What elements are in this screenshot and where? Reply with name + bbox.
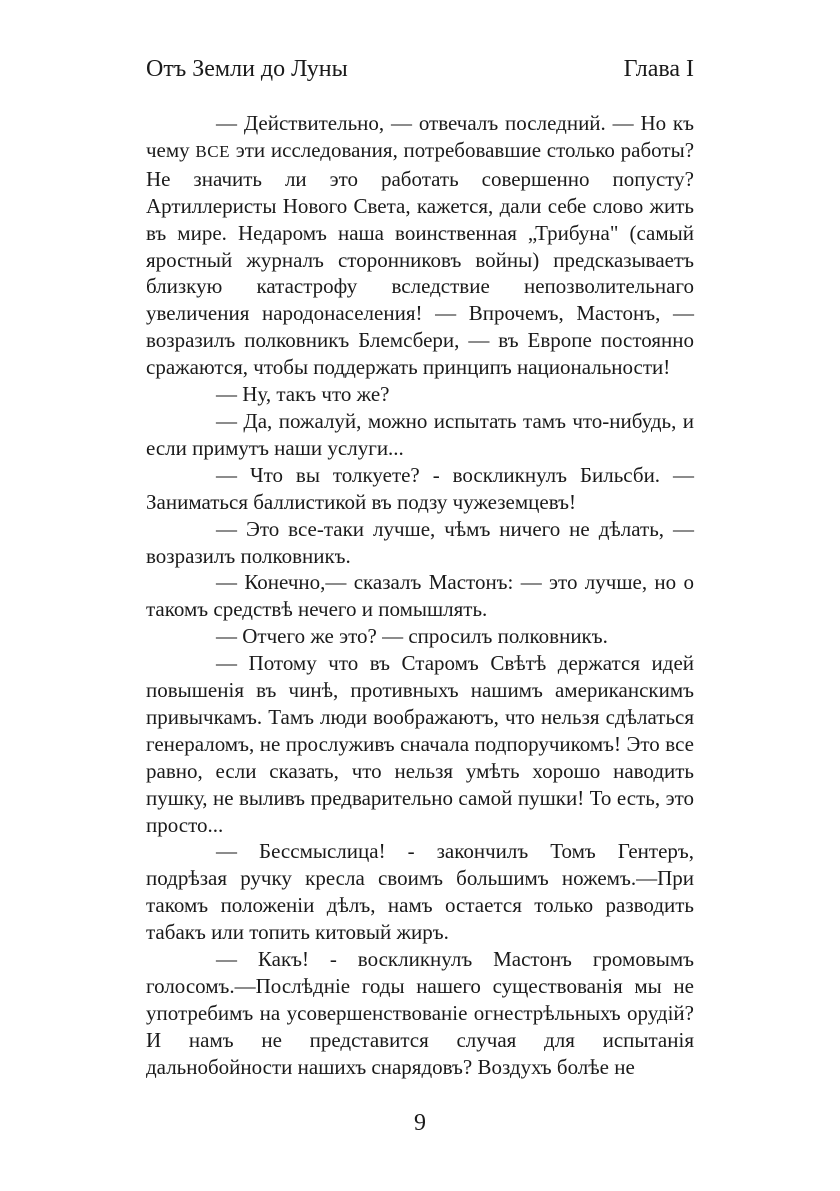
- page-number: 9: [414, 1110, 426, 1136]
- running-header: [146, 54, 694, 84]
- paragraph: — Да, пожалуй, можно испытать тамъ что-нибудь, и если примутъ наши услуги...: [146, 408, 694, 460]
- paragraph-text: — Действительно, — отвечалъ последний. — Но къ чему: [146, 111, 694, 162]
- chapter-label: Глава I: [623, 56, 694, 82]
- body-text: [146, 110, 694, 1081]
- paragraph: [146, 110, 694, 381]
- paragraph: — Ну, такъ что же?: [216, 382, 390, 407]
- paragraph: — Что вы толкуете? - воскликнулъ Бильсби. — Заниматься баллистикой въ подзу чужеземцевъ!: [146, 462, 694, 514]
- paragraph: — Бессмыслица! - закончилъ Томъ Гентеръ, подрѣзая ручку кресла своимъ большимъ ножемъ.—При такомъ положеніи дѣлъ, намъ остается только разводить табакъ или топить китовый жиръ.: [146, 839, 694, 945]
- paragraph: — Отчего же это? — спросилъ полковникъ.: [216, 624, 608, 649]
- paragraph: — Конечно,— сказалъ Мастонъ: — это лучше, но о такомъ средствѣ нечего и помышлять.: [146, 570, 694, 622]
- book-title: Отъ Земли до Луны: [146, 56, 348, 82]
- paragraph: — Потому что въ Старомъ Свѣтѣ держатся идей повышенія въ чинѣ, противныхъ нашимъ американскимъ привычкамъ. Тамъ люди воображаютъ, что нельзя сдѣлаться генераломъ, не прослуживъ сначала подпоручикомъ! Это все равно, если сказать, что нельзя умѣть хорошо наводить пушку, не выливъ предварительно самой пушки! То есть, это просто...: [146, 651, 694, 837]
- paragraph: — Какъ! - воскликнулъ Мастонъ громовымъ голосомъ.—Послѣдніе годы нашего существованія мы не употребимъ на усовершенствованіе огнестрѣльныхъ орудій? И намъ не представится случая для испытанія дальнобойности нашихъ снарядовъ? Воздухъ болѣе не: [146, 947, 694, 1079]
- paragraph-smallcaps: ВСЕ: [195, 141, 230, 161]
- paragraph: — Это все-таки лучше, чѣмъ ничего не дѣлать, — возразилъ полковникъ.: [146, 516, 694, 568]
- paragraph-text: эти исследования, потребовавшие столько работы? Не значить ли это работать совершенно попусту? Артиллеристы Нового Света, кажется, дали себе слово жить въ мире. Недаромъ наша воинственная „Трибуна" (самый яростный журналъ сторонниковъ войны) предсказываетъ близкую катастрофу вследствие непозволительнаго увеличения народонаселения! — Впрочемъ, Мастонъ, — возразилъ полковникъ Блемсбери, — въ Европе постоянно сражаются, чтобы поддержать принципъ национальности!: [146, 137, 695, 380]
